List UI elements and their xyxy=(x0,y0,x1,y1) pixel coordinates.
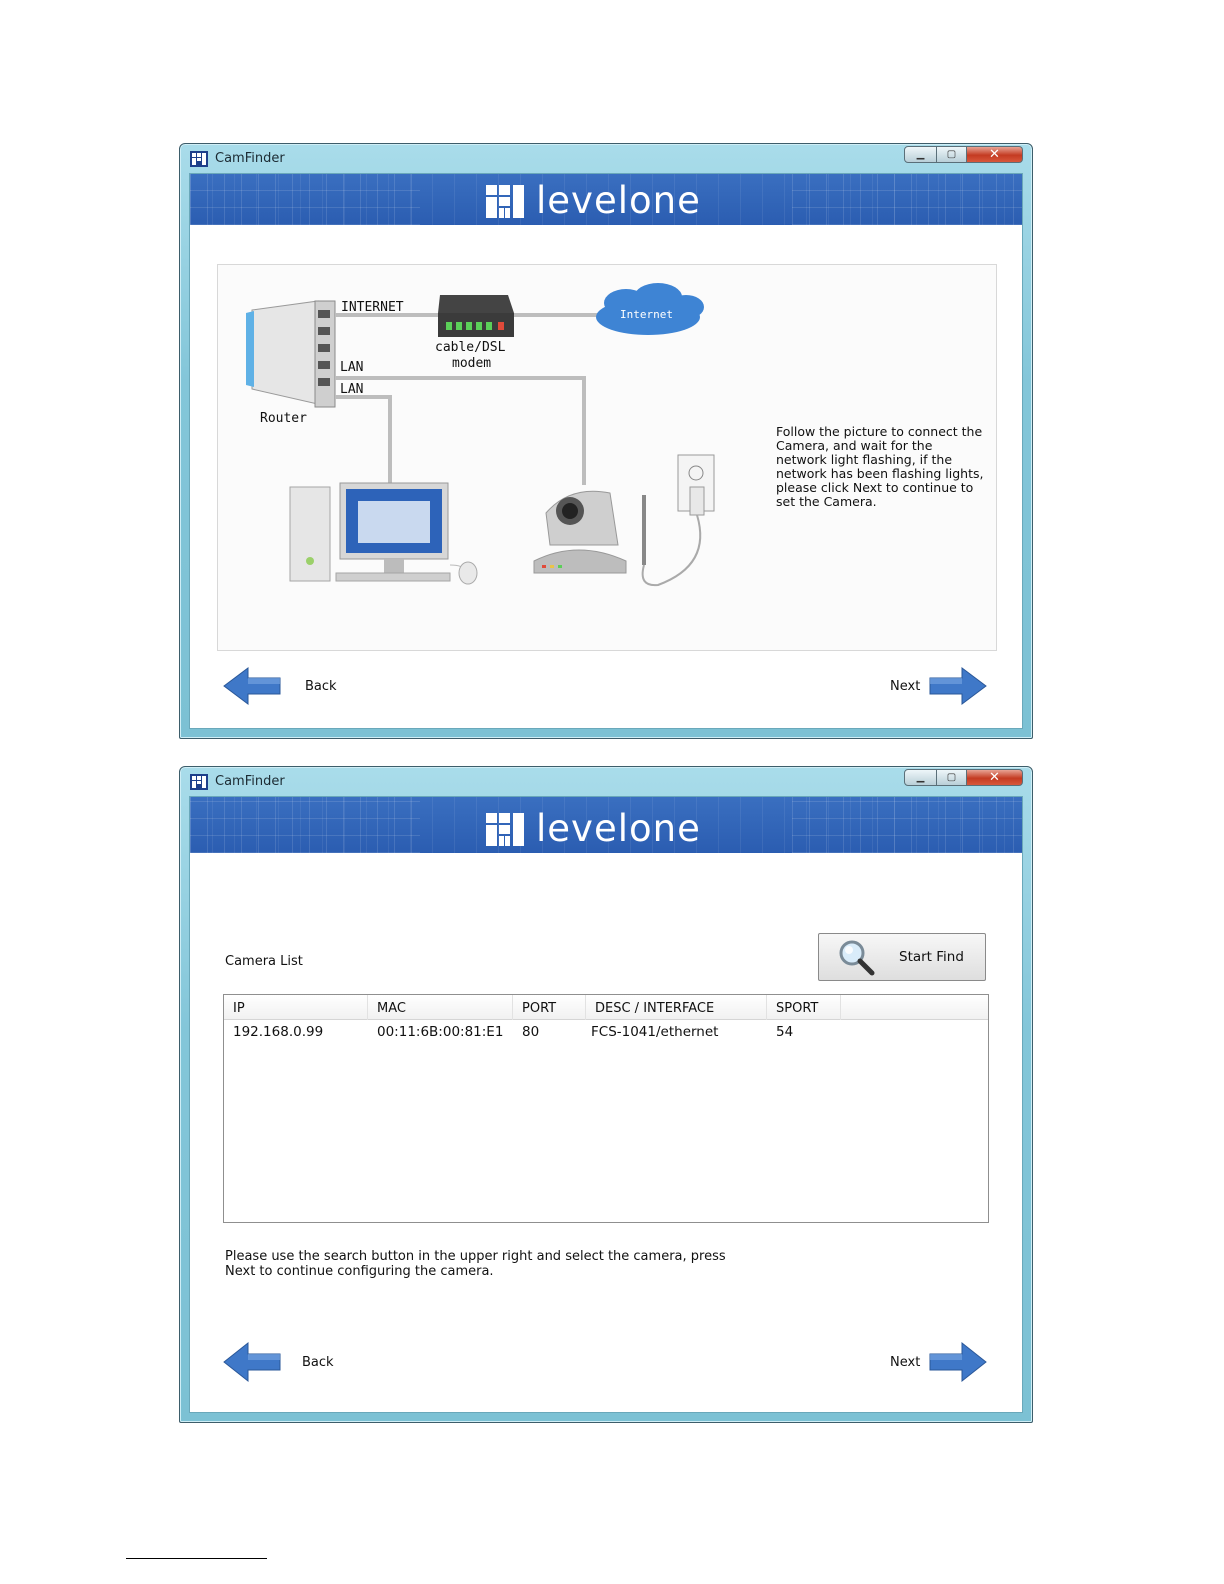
brand-logo xyxy=(486,179,701,222)
router-icon xyxy=(246,301,335,407)
title-bar[interactable] xyxy=(180,144,1032,173)
banner-grid-left xyxy=(190,797,420,853)
cell-ip: 192.168.0.99 xyxy=(233,1024,324,1040)
maximize-button[interactable] xyxy=(937,146,967,163)
minimize-button[interactable] xyxy=(904,146,937,163)
table-header xyxy=(224,995,988,1020)
minimize-icon: ▁ xyxy=(916,772,925,783)
window-title: CamFinder xyxy=(215,774,285,789)
close-icon: ✕ xyxy=(989,147,1000,162)
close-button[interactable] xyxy=(967,146,1023,163)
back-button[interactable] xyxy=(222,1341,334,1383)
connection-instructions: Follow the picture to connect the Camera, and wait for the network light flashing, if the network has been flashing lights, please click Next to continue to set the Camera. xyxy=(776,424,984,509)
minimize-icon: ▁ xyxy=(916,149,925,160)
start-find-button[interactable] xyxy=(818,933,986,981)
title-bar[interactable] xyxy=(180,767,1032,796)
cell-mac: 00:11:6B:00:81:E1 xyxy=(377,1024,504,1040)
brand-logo xyxy=(486,807,701,850)
levelone-logo-icon xyxy=(190,151,208,167)
levelone-mark-icon xyxy=(486,185,526,218)
magnifier-icon xyxy=(837,938,875,976)
client-area xyxy=(189,796,1023,1413)
brand-banner xyxy=(190,174,1022,225)
modem-label-line1: cable/DSL xyxy=(435,340,506,355)
arrow-left-icon xyxy=(222,666,282,706)
back-label: Back xyxy=(302,1354,334,1370)
internet-label: INTERNET xyxy=(341,300,404,315)
camfinder-window-camera-list xyxy=(179,766,1033,1423)
column-header-mac[interactable]: MAC xyxy=(368,995,513,1020)
banner-grid-right xyxy=(792,174,1022,225)
brand-banner xyxy=(190,797,1022,853)
back-button[interactable] xyxy=(222,666,337,706)
next-label: Next xyxy=(890,1354,921,1370)
search-hint-line1: Please use the search button in the upper right and select the camera, press xyxy=(225,1249,726,1264)
cell-port: 80 xyxy=(522,1024,540,1040)
arrow-right-icon xyxy=(928,666,988,706)
minimize-button[interactable] xyxy=(904,769,937,786)
window-controls xyxy=(904,146,1023,163)
modem-icon xyxy=(438,295,514,337)
camfinder-window-connect xyxy=(179,143,1033,739)
cloud-label: Internet xyxy=(620,308,673,321)
close-icon: ✕ xyxy=(989,770,1000,785)
connection-diagram-panel xyxy=(217,264,997,651)
camera-table xyxy=(223,994,989,1223)
search-hint xyxy=(225,1249,785,1279)
next-label: Next xyxy=(890,678,921,694)
cell-desc: FCS-1041/ethernet xyxy=(591,1024,719,1040)
table-row[interactable] xyxy=(224,1024,988,1040)
computer-icon xyxy=(290,483,477,584)
lan-label-2: LAN xyxy=(340,382,364,397)
column-header-port[interactable]: PORT xyxy=(513,995,586,1020)
levelone-logo-icon xyxy=(190,774,208,790)
column-header-sport[interactable]: SPORT xyxy=(767,995,841,1020)
client-area xyxy=(189,173,1023,729)
window-title: CamFinder xyxy=(215,151,285,166)
maximize-button[interactable] xyxy=(937,769,967,786)
column-header-ip[interactable]: IP xyxy=(224,995,368,1020)
lan-label-1: LAN xyxy=(340,360,364,375)
brand-name: levelone xyxy=(536,807,701,850)
next-button[interactable] xyxy=(890,1341,988,1383)
arrow-right-icon xyxy=(928,1341,988,1383)
window-controls xyxy=(904,769,1023,786)
ip-camera-icon xyxy=(534,491,646,573)
maximize-icon: ▢ xyxy=(946,149,957,160)
arrow-left-icon xyxy=(222,1341,282,1383)
brand-name: levelone xyxy=(536,179,701,222)
back-label: Back xyxy=(305,678,337,694)
router-label: Router xyxy=(260,411,307,426)
close-button[interactable] xyxy=(967,769,1023,786)
column-header-desc[interactable]: DESC / INTERFACE xyxy=(586,995,767,1020)
start-find-label: Start Find xyxy=(899,949,964,965)
footnote-separator xyxy=(126,1558,267,1559)
banner-grid-left xyxy=(190,174,420,225)
modem-label-line2: modem xyxy=(452,356,492,371)
camera-list-title: Camera List xyxy=(225,954,303,969)
cell-sport: 54 xyxy=(776,1024,794,1040)
next-button[interactable] xyxy=(890,666,988,706)
maximize-icon: ▢ xyxy=(946,772,957,783)
banner-grid-right xyxy=(792,797,1022,853)
power-outlet-icon xyxy=(643,455,714,585)
search-hint-line2: Next to continue configuring the camera. xyxy=(225,1264,494,1279)
levelone-mark-icon xyxy=(486,813,526,846)
